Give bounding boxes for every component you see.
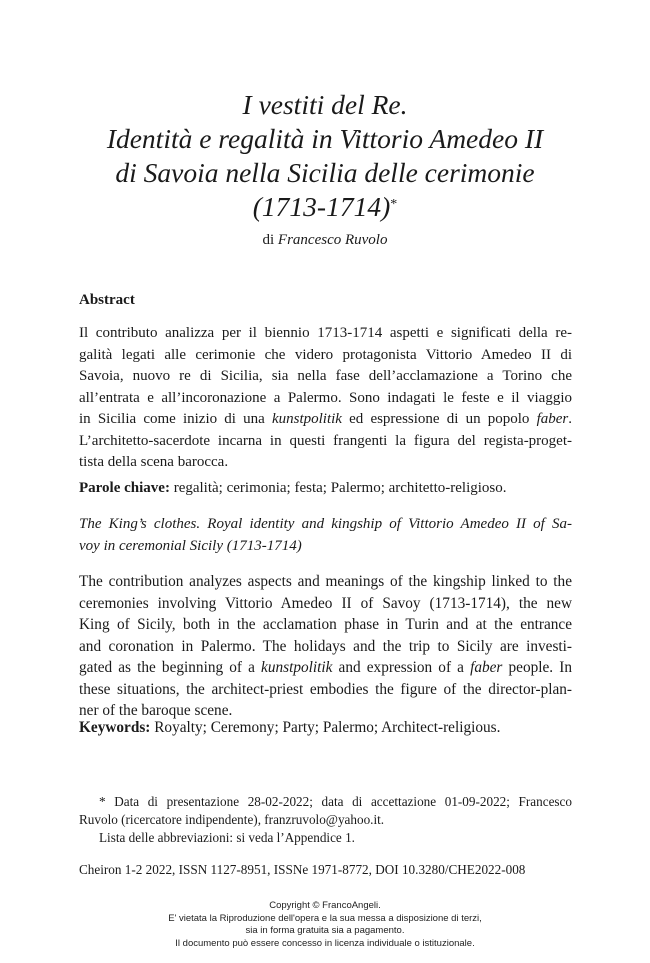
abstract-it-line: L’architetto-sacerdote incarna in questi frangenti la figura del regista-proget-: [79, 432, 572, 449]
article-title: [0, 88, 650, 224]
copyright-line-1: Copyright © FrancoAngeli.: [269, 900, 381, 911]
term-kunstpolitik: kunstpolitik: [261, 659, 333, 676]
english-title: [79, 514, 572, 557]
abstract-heading: Abstract: [79, 292, 135, 308]
abstract-en-fragment: people. In: [502, 659, 572, 676]
title-line-2: Identità e regalità in Vittorio Amedeo II: [106, 123, 544, 154]
abstract-it-line: [79, 409, 572, 431]
abstract-en-line: ner of the baroque scene.: [79, 702, 233, 719]
abstract-en-fragment: and expression of a: [332, 659, 471, 676]
title-line-3: di Savoia nella Sicilia delle cerimonie: [115, 157, 535, 188]
abstract-en-line: [79, 657, 572, 679]
title-years: (1713-1714): [252, 191, 391, 222]
keywords-it-label: Parole chiave:: [79, 480, 170, 496]
title-line-1: I vestiti del Re.: [242, 89, 408, 120]
copyright-line-4: Il documento può essere concesso in licenza individuale o istituzionale.: [175, 937, 475, 949]
abstract-it-line: tista della scena barocca.: [79, 454, 229, 470]
abstract-en-line: King of Sicily, both in the acclamation phase in Turin and at the entrance: [79, 616, 572, 633]
term-kunstpolitik: kunstpolitik: [271, 411, 342, 427]
term-faber: faber: [470, 659, 503, 676]
term-faber: faber: [536, 411, 569, 427]
footnote: [79, 793, 572, 847]
abstract-en-line: The contribution analyzes aspects and meanings of the kingship linked to the: [79, 573, 572, 590]
keywords-it-text: regalità; cerimonia; festa; Palermo; architetto-religioso.: [169, 480, 507, 496]
footnote-line-3: Lista delle abbreviazioni: si veda l’Appendice 1.: [99, 830, 355, 845]
abstract-en-line: and coronation in Palermo. The holidays and the trip to Sicily are investi-: [79, 637, 572, 655]
title-footnote-marker: *: [390, 197, 398, 212]
journal-citation: Cheiron 1-2 2022, ISSN 1127-8951, ISSNe 1971-8772, DOI 10.3280/CHE2022-008: [79, 862, 526, 877]
english-title-line: The King’s clothes. Royal identity and kingship of Vittorio Amedeo II of Sa-: [79, 516, 572, 532]
abstract-it-fragment: in Sicilia come inizio di una: [79, 411, 272, 427]
copyright-line-3: sia in forma gratuita sia a pagamento.: [245, 925, 405, 936]
keywords-english: [79, 717, 572, 739]
abstract-italian: [79, 323, 572, 474]
footnote-line-2: Ruvolo (ricercatore indipendente), franzruvolo@yahoo.it.: [79, 812, 385, 827]
abstract-en-line: ceremonies involving Vittorio Amedeo II of Savoy (1713-1714), the new: [79, 594, 572, 612]
abstract-it-line: galità legati alle cerimonie che videro protagonista Vittorio Amedeo II di: [79, 346, 572, 363]
byline-prefix: di: [262, 232, 275, 248]
author-name: Francesco Ruvolo: [277, 232, 388, 248]
abstract-it-line: Il contributo analizza per il biennio 1713-1714 aspetti e significati della re-: [79, 325, 572, 341]
abstract-it-fragment: ed espressione di un popolo: [341, 411, 537, 427]
abstract-it-line: all’entrata e all’incoronazione a Palermo. Sono indagati le feste e il viaggio: [79, 389, 572, 406]
abstract-en-fragment: gated as the beginning of a: [79, 659, 262, 676]
footnote-line-1: * Data di presentazione 28-02-2022; data di accettazione 01-09-2022; Francesco: [99, 794, 572, 809]
byline: [0, 232, 650, 249]
abstract-en-line: these situations, the architect-priest embodies the figure of the director-plan-: [79, 680, 572, 698]
copyright-line-2: E' vietata la Riproduzione dell'opera e la sua messa a disposizione di terzi,: [168, 912, 482, 924]
title-line-4: [0, 190, 650, 224]
keywords-en-text: Royalty; Ceremony; Party; Palermo; Architect-religious.: [150, 719, 501, 736]
abstract-it-fragment: .: [568, 411, 572, 427]
copyright-notice: [0, 900, 650, 950]
keywords-en-label: Keywords:: [79, 719, 151, 736]
english-title-line: voy in ceremonial Sicily (1713-1714): [79, 537, 302, 554]
abstract-english: [79, 571, 572, 722]
keywords-italian: [79, 478, 572, 500]
abstract-it-line: Savoia, nuovo re di Sicilia, sia nella fase dell’acclamazione a Torino che: [79, 368, 572, 384]
